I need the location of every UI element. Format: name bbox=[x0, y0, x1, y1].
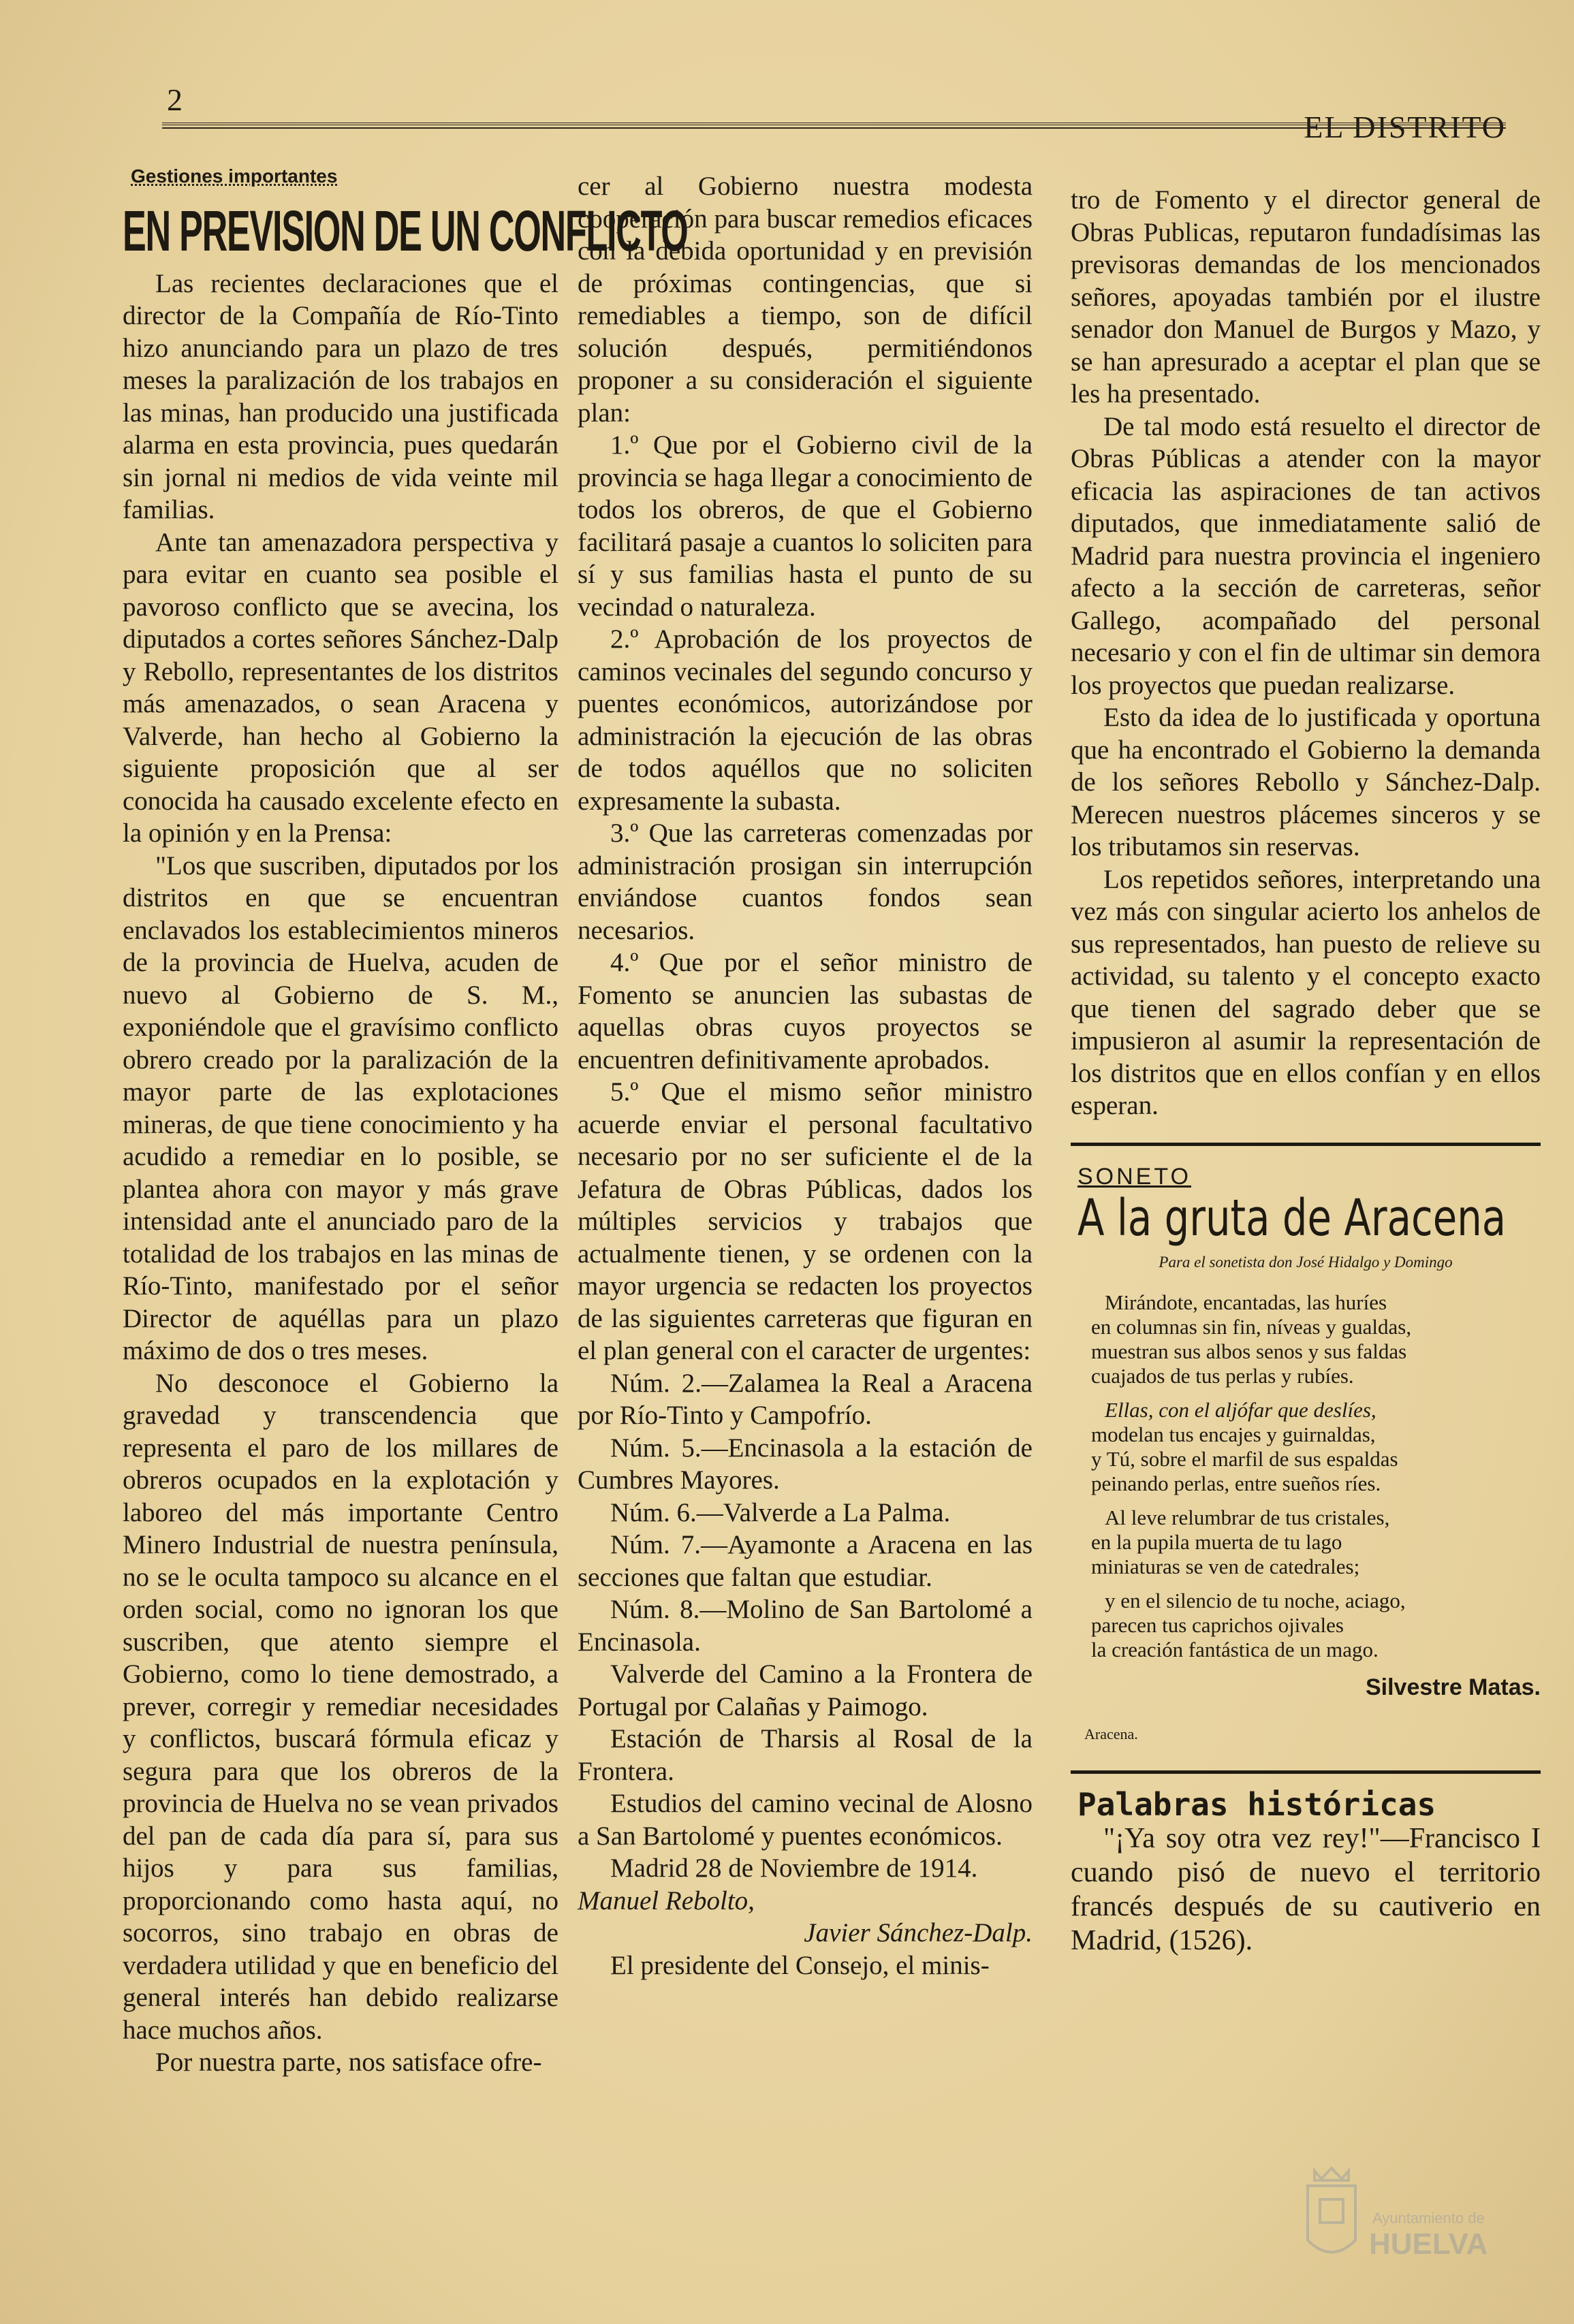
stanza-2 bbox=[1091, 1398, 1541, 1496]
poem-line: Al leve relumbrar de tus cristales, bbox=[1105, 1506, 1390, 1529]
paragraph: Ante tan amenazadora perspectiva y para evitar en cuanto sea posible el pavoroso conflicto que se avecina, los diputados a cortes señores Sánchez-Dalp y Rebollo, representantes de los distritos más amenazados, o sean Aracena y Valverde, han hecho al Gobierno la siguiente proposición que al ser conocida ha causado excelente efecto en la opinión y en la Prensa: bbox=[123, 527, 558, 848]
signature-rebollo: Manuel Rebolto, bbox=[578, 1885, 755, 1915]
city-seal-watermark bbox=[1294, 2159, 1519, 2274]
road-item: Núm. 5.—Encinasola a la estación de Cumbres Mayores. bbox=[578, 1433, 1033, 1495]
poem-dedication: Para el sonetista don José Hidalgo y Domingo bbox=[1159, 1253, 1453, 1271]
paragraph: De tal modo está resuelto el director de Obras Públicas a atender con la mayor eficacia las aspiraciones de tan activos diputados, que inmediatamente salió de Madrid para nuestra provincia el ingeniero afecto a la sección de carreteras, señor Gallego, acompañado del personal necesario y con el fin de ultimar sin demora los proyectos que puedan realizarse. bbox=[1071, 411, 1541, 700]
column-2 bbox=[578, 170, 1033, 1981]
road-item: Núm. 2.—Zalamea la Real a Aracena por Río-Tinto y Campofrío. bbox=[578, 1368, 1033, 1430]
watermark-line-2: HUELVA bbox=[1369, 2227, 1488, 2261]
road-item: Estación de Tharsis al Rosal de la Frontera. bbox=[578, 1724, 1033, 1786]
dateline: Madrid 28 de Noviembre de 1914. bbox=[610, 1853, 978, 1883]
plan-item-2: 2.º Aprobación de los proyectos de caminos vecinales del segundo concurso y puentes económicos, autorizándose por administración la ejecución de las obras de todos aquéllos que no soliciten expresamente la subasta. bbox=[578, 624, 1033, 816]
article-headline: EN PREVISION DE UN CONFLICTO bbox=[123, 198, 688, 263]
paragraph: No desconoce el Gobierno la gravedad y transcendencia que representa el paro de los millares de obreros ocupados en la explotación y laboreo del más importante Centro Minero Industrial de nuestra península, no se le oculta tampoco su alcance en el orden social, como no ignoran los que suscriben, que atento siempre el Gobierno, como lo tiene demostrado, a prever, corregir y remediar necesidades y conflictos, buscará fórmula eficaz y segura para que los obreros de la provincia de Huelva no se vean privados del pan de cada día para sí, para sus hijos y para sus familias, proporcionando como hasta aquí, no socorros, sino trabajo en obras de verdadera utilidad y que en beneficio del general interés han debido realizarse hace muchos años. bbox=[123, 1368, 558, 2045]
section-divider bbox=[1071, 1770, 1541, 1774]
poem-line: y Tú, sobre el marfil de sus espaldas bbox=[1091, 1447, 1398, 1471]
poem-line: Mirándote, encantadas, las huríes bbox=[1105, 1290, 1387, 1314]
poem-line: Ellas, con el aljófar que deslíes, bbox=[1105, 1398, 1376, 1422]
poem-line: en columnas sin fin, níveas y gualdas, bbox=[1091, 1315, 1412, 1339]
stanza-4 bbox=[1091, 1589, 1541, 1662]
page-number: 2 bbox=[167, 82, 183, 117]
poem-line: modelan tus encajes y guirnaldas, bbox=[1091, 1422, 1376, 1446]
plan-item-3: 3.º Que las carreteras comenzadas por administración prosigan sin interrupción enviándose cuantos fondos sean necesarios. bbox=[578, 818, 1033, 945]
plan-item-1: 1.º Que por el Gobierno civil de la provincia se haga llegar a conocimiento de todos los obreros, de que el Gobierno facilitará pasaje a cuantos lo soliciten para sí y sus familias hasta el punto de su vecindad o naturaleza. bbox=[578, 430, 1033, 622]
road-item: Núm. 8.—Molino de San Bartolomé a Encinasola. bbox=[578, 1595, 1033, 1657]
poem-place: Aracena. bbox=[1084, 1725, 1138, 1742]
road-item: Núm. 6.—Valverde a La Palma. bbox=[610, 1497, 951, 1527]
road-item: Núm. 7.—Ayamonte a Aracena en las secciones que faltan que estudiar. bbox=[578, 1530, 1033, 1592]
paragraph: Esto da idea de lo justificada y oportuna que ha encontrado el Gobierno la demanda de los señores Rebollo y Sánchez-Dalp. Merecen nuestros plácemes sinceros y se los tributamos sin reservas. bbox=[1071, 703, 1541, 861]
paragraph: Las recientes declaraciones que el director de la Compañía de Río-Tinto hizo anunciando para un plazo de tres meses la paralización de los trabajos en las minas, han producido una justificada alarma en esta provincia, pues quedarán sin jornal ni medios de vida veinte mil familias. bbox=[123, 268, 558, 524]
header-rule bbox=[162, 123, 1506, 129]
paragraph: Los repetidos señores, interpretando una vez más con singular acierto los anhelos de sus representados, han puesto de relieve su actividad, su talento y el concepto exacto que tienen del sagrado deber que se impusieron al asumir la representación de los distritos que en ellos confían y en ellos esperan. bbox=[1071, 864, 1541, 1120]
stanza-1 bbox=[1091, 1290, 1541, 1388]
poem-line: la creación fantástica de un mago. bbox=[1091, 1638, 1379, 1661]
poem-line: cuajados de tus perlas y rubíes. bbox=[1091, 1364, 1354, 1388]
poem-line: parecen tus caprichos ojivales bbox=[1091, 1613, 1344, 1637]
column-3 bbox=[1071, 184, 1541, 1958]
paragraph: cer al Gobierno nuestra modesta cooperación para buscar remedios eficaces con la debida oportunidad y en previsión de próximas contingencias, que si remediables a tiempo, son de difícil solución después, permitiéndonos proponer a su consideración el siguiente plan: bbox=[578, 172, 1033, 428]
paragraph: "Los que suscriben, diputados por los distritos en que se encuentran enclavados los establecimientos mineros de la provincia de Huelva, acuden de nuevo al Gobierno de S. M., exponiéndole que el gravísimo conflicto obrero creado por la paralización de la mayor parte de las explotaciones mineras, de que tiene conocimiento y ha acudido a remediar en lo posible, se plantea ahora con mayor y más grave intensidad ante el anunciado paro de la totalidad de los trabajos en las minas de Río-Tinto, manifestado por el señor Director de aquéllas para un plazo máximo de dos o tres meses. bbox=[123, 850, 558, 1365]
poem-author: Silvestre Matas. bbox=[1365, 1674, 1541, 1700]
road-item: Estudios del camino vecinal de Alosno a San Bartolomé y puentes económicos. bbox=[578, 1789, 1033, 1851]
watermark-line-1: Ayuntamiento de bbox=[1372, 2210, 1485, 2227]
section-divider bbox=[1071, 1143, 1541, 1146]
historic-title: Palabras históricas bbox=[1077, 1786, 1436, 1823]
article-kicker: Gestiones importantes bbox=[131, 165, 338, 187]
poem-line: muestran sus albos senos y sus faldas bbox=[1091, 1339, 1407, 1363]
plan-item-5: 5.º Que el mismo señor ministro acuerde enviar el personal facultativo necesario por no ser suficiente el de la Jefatura de Obras Públicas, dados los múltiples servicios y trabajos que actualmente tienen, y se ordenen con la mayor urgencia se redacten los proyectos de las siguientes carreteras que figuran en el plan general con el caracter de urgentes: bbox=[578, 1077, 1033, 1365]
poem-line: y en el silencio de tu noche, aciago, bbox=[1105, 1589, 1406, 1612]
sonnet-tag: SONETO bbox=[1077, 1163, 1191, 1190]
poem bbox=[1071, 1290, 1541, 1662]
road-item: Valverde del Camino a la Frontera de Portugal por Calañas y Paimogo. bbox=[578, 1659, 1033, 1721]
publication-name: EL DISTRITO bbox=[1304, 110, 1506, 144]
poem-title: A la gruta de Aracena bbox=[1077, 1189, 1507, 1247]
poem-line: miniaturas se ven de catedrales; bbox=[1091, 1555, 1360, 1578]
paragraph: tro de Fomento y el director general de Obras Publicas, reputaron fundadísimas las previsoras demandas de los mencionados señores, apoyadas también por el ilustre senador don Manuel de Burgos y Mazo, y se han apresurado a aceptar el plan que se les ha presentado. bbox=[1071, 185, 1541, 409]
poem-line: en la pupila muerta de tu lago bbox=[1091, 1530, 1342, 1554]
signature-sanchez-dalp: Javier Sánchez-Dalp. bbox=[804, 1918, 1033, 1947]
paragraph: Por nuestra parte, nos satisface ofre- bbox=[155, 2048, 542, 2077]
poem-line: peinando perlas, entre sueños ríes. bbox=[1091, 1471, 1381, 1495]
paragraph: El presidente del Consejo, el minis- bbox=[610, 1950, 990, 1980]
plan-item-4: 4.º Que por el señor ministro de Fomento se anuncien las subastas de aquellas obras cuyos proyectos se encuentren definitivamente aprobados. bbox=[578, 948, 1033, 1075]
stanza-3 bbox=[1091, 1506, 1541, 1579]
historic-text: "¡Ya soy otra vez rey!"—Francisco I cuando pisó de nuevo el territorio francés después de su cautiverio en Madrid, (1526). bbox=[1071, 1822, 1541, 1956]
